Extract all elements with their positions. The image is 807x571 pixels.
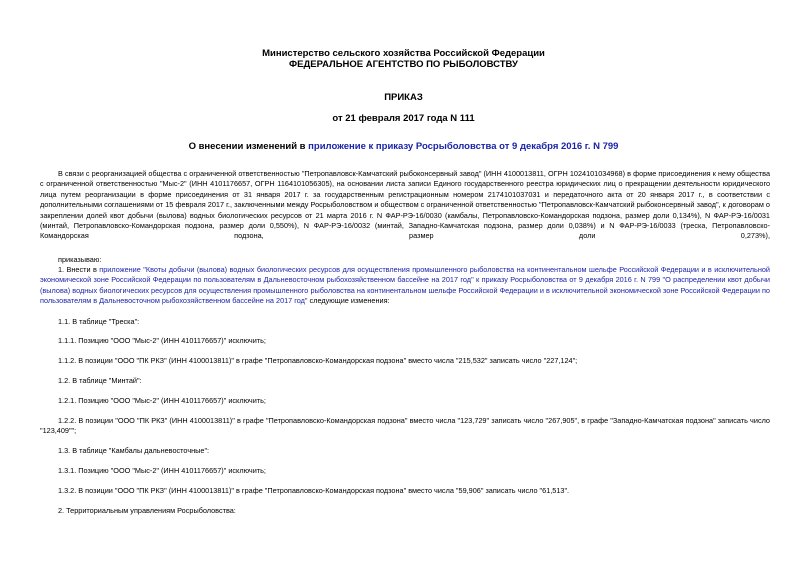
item-1-3-1: 1.3.1. Позицию "ООО "Мыс-2" (ИНН 4101176657)" исключить; xyxy=(58,466,266,475)
agency-name: ФЕДЕРАЛЬНОЕ АГЕНТСТВО ПО РЫБОЛОВСТВУ xyxy=(289,59,518,70)
title-link[interactable]: приложение к приказу Росрыболовства от 9 декабря 2016 г. N 799 xyxy=(308,141,619,152)
preamble-paragraph: В связи с реорганизацией общества с ограниченной ответственностью "Петропавловск-Камчатский рыбоконсервный завод" (ИНН 4100013811, ОГРН 1024101034968) в форме присоединения к нему общества с ограниченной ответственностью "Мыс-2" (ИНН 4101176657, ОГРН 1164101056305), на основании листа записи Единого государственного реестра юридических лиц о прекращении деятельности юридического лица путем реорганизации в форме присоединения от 31 января 2017 г. за государственным регистрационным номером 2174101037031 и передаточного акта от 20 января 2017 г., в соответствии с дополнительными соглашениями от 15 февраля 2017 г., заключенными между Росрыболовством и обществом с ограниченной ответственностью "Петропавловск-Камчатский рыбоконсервный завод", к договорам о закреплении долей квот добычи (вылова) водных биологических ресурсов от 21 марта 2016 г. N ФАР-РЭ-16/0030 (камбалы, Петропавловско-Командорская подзона, размер доли 0,134%), N ФАР-РЭ-16/0031 (минтай, Петропавловско-Командорская подзона, размер доли 0,550%), N ФАР-РЭ-16/0032 (минтай, Западно-Камчатская подзона, размер доли 0,038%) и N ФАР-РЭ-16/0033 (треска, Петропавловско-Командорская подзона, размер доли 0,273%), xyxy=(40,169,770,241)
document-type: ПРИКАЗ xyxy=(384,92,423,103)
item-1-1: 1.1. В таблице "Треска": xyxy=(58,317,140,326)
item-1-paragraph xyxy=(40,265,770,307)
item-1-prefix: 1. Внести в xyxy=(58,265,100,274)
item-1-suffix: следующие изменения: xyxy=(307,296,390,306)
document-date-number: от 21 февраля 2017 года N 111 xyxy=(332,113,475,124)
item-1-2-2: 1.2.2. В позиции "ООО "ПК РКЗ" (ИНН 4100013811)" в графе "Петропавловско-Командорская подзона" вместо числа "123,729" записать число "267,905", в графе "Западно-Камчатская подзона" записать число "123,409""; xyxy=(40,416,770,436)
item-2: 2. Территориальным управлениям Росрыболовства: xyxy=(58,506,236,515)
item-1-1-2: 1.1.2. В позиции "ООО "ПК РКЗ" (ИНН 4100013811)" в графе "Петропавловско-Командорская подзона" вместо числа "215,532" записать число "227,124"; xyxy=(58,356,578,365)
title-prefix: О внесении изменений в xyxy=(188,141,309,152)
item-1-3: 1.3. В таблице "Камбалы дальневосточные": xyxy=(58,446,210,455)
ministry-name: Министерство сельского хозяйства Российской Федерации xyxy=(262,48,545,59)
item-1-3-2: 1.3.2. В позиции "ООО "ПК РКЗ" (ИНН 4100013811)" в графе "Петропавловско-Командорская подзона" вместо числа "59,906" записать число "61,513". xyxy=(58,486,570,495)
item-1-2: 1.2. В таблице "Минтай": xyxy=(58,376,142,385)
item-1-2-1: 1.2.1. Позицию "ООО "Мыс-2" (ИНН 4101176657)" исключить; xyxy=(58,396,266,405)
order-word: приказываю: xyxy=(58,255,102,264)
item-1-1-1: 1.1.1. Позицию "ООО "Мыс-2" (ИНН 4101176657)" исключить; xyxy=(58,336,266,345)
document-title xyxy=(0,141,807,153)
item-1-link[interactable]: приложение "Квоты добычи (вылова) водных биологических ресурсов для осуществления промышленного рыболовства на континентальном шельфе Российской Федерации и в исключительной экономической зоне Российской Федерации по пользователям в Дальневосточном рыбохозяйственном бассейне на 2017 год" к приказу Росрыболовства от 9 декабря 2016 г. N 799 "О распределении квот добычи (вылова) водных биологических ресурсов для осуществления промышленного рыболовства на континентальном шельфе Российской Федерации и в исключительной экономической зоне Российской Федерации по пользователям в Дальневосточном рыбохозяйственном бассейне на 2017 год" xyxy=(40,265,770,306)
